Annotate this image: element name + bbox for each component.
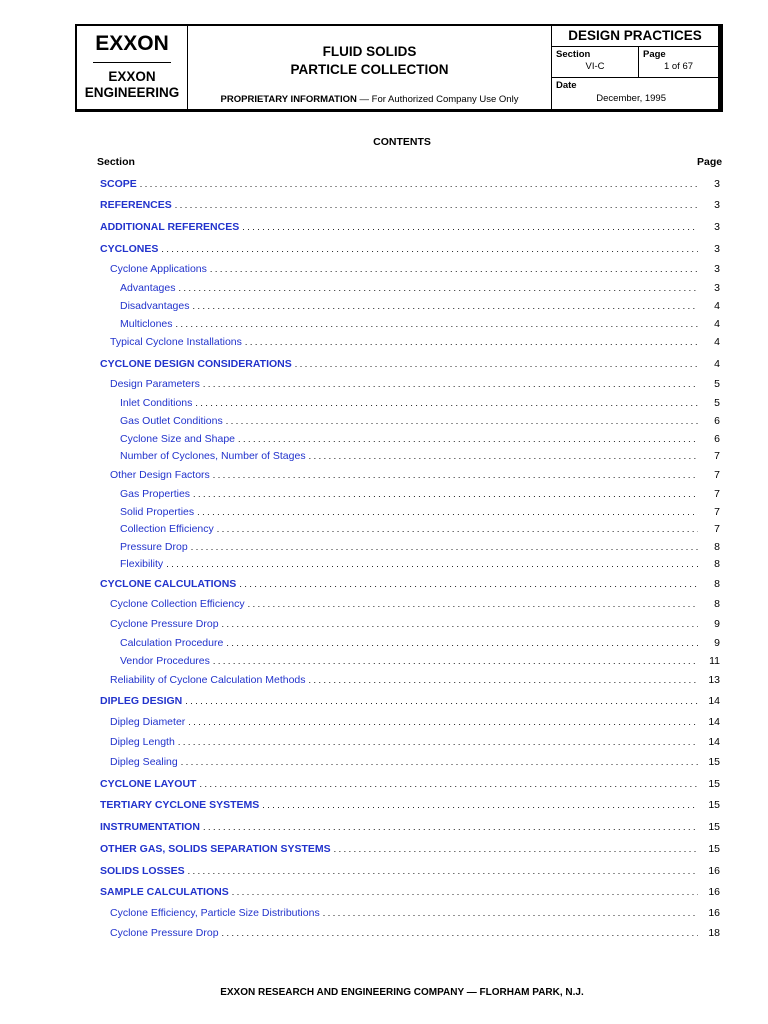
toc-leader-dots: [192, 299, 698, 313]
toc-entry-title[interactable]: REFERENCES: [100, 199, 172, 211]
page-value: 1 of 67: [663, 61, 694, 72]
toc-entry[interactable]: [0, 220, 768, 234]
toc-entry-page: 3: [714, 178, 720, 190]
toc-entry[interactable]: [0, 798, 768, 812]
toc-entry[interactable]: [0, 755, 768, 769]
toc-leader-dots: [242, 220, 698, 234]
toc-leader-dots: [176, 317, 698, 331]
toc-entry[interactable]: [0, 926, 768, 940]
toc-entry[interactable]: [0, 522, 768, 536]
toc-entry[interactable]: [0, 357, 768, 371]
toc-leader-dots: [213, 468, 698, 482]
toc-leader-dots: [185, 694, 698, 708]
toc-entry-page: 3: [714, 263, 720, 275]
toc-entry-page: 9: [714, 637, 720, 649]
toc-entry-page: 7: [714, 450, 720, 462]
toc-leader-dots: [248, 597, 698, 611]
toc-entry-page: 16: [708, 886, 720, 898]
toc-entry-page: 6: [714, 433, 720, 445]
toc-entry[interactable]: [0, 885, 768, 899]
logo-divider: [93, 62, 171, 63]
toc-entry-title[interactable]: Collection Efficiency: [120, 523, 214, 535]
section-column-header: Section: [97, 156, 135, 168]
toc-entry-page: 15: [708, 821, 720, 833]
toc-entry-page: 15: [708, 756, 720, 768]
toc-entry[interactable]: [0, 654, 768, 668]
toc-leader-dots: [295, 357, 698, 371]
toc-leader-dots: [197, 505, 698, 519]
toc-entry[interactable]: [0, 281, 768, 295]
toc-leader-dots: [334, 842, 698, 856]
toc-entry[interactable]: [0, 777, 768, 791]
toc-entry-page: 3: [714, 199, 720, 211]
toc-leader-dots: [226, 636, 698, 650]
toc-entry[interactable]: [0, 487, 768, 501]
toc-entry-title[interactable]: DIPLEG DESIGN: [100, 695, 183, 707]
toc-leader-dots: [309, 449, 698, 463]
toc-leader-dots: [161, 242, 698, 256]
toc-entry-page: 4: [714, 358, 720, 370]
toc-entry[interactable]: [0, 198, 768, 212]
toc-entry-title[interactable]: Cyclone Efficiency, Particle Size Distributions: [110, 907, 320, 919]
toc-entry-title[interactable]: Disadvantages: [120, 300, 190, 312]
toc-leader-dots: [232, 885, 698, 899]
toc-entry-title[interactable]: Design Parameters: [110, 378, 200, 390]
toc-entry[interactable]: [0, 735, 768, 749]
toc-leader-dots: [238, 432, 698, 446]
toc-entry-page: 15: [708, 778, 720, 790]
toc-entry[interactable]: [0, 694, 768, 708]
toc-entry-title[interactable]: Advantages: [120, 282, 176, 294]
toc-entry-title[interactable]: Cyclone Pressure Drop: [110, 927, 219, 939]
toc-entry-title[interactable]: CYCLONE DESIGN CONSIDERATIONS: [100, 358, 292, 370]
toc-entry-title[interactable]: Vendor Procedures: [120, 655, 210, 667]
toc-entry-title[interactable]: Cyclone Pressure Drop: [110, 618, 219, 630]
toc-leader-dots: [323, 906, 698, 920]
toc-leader-dots: [140, 177, 698, 191]
toc-entry-page: 8: [714, 541, 720, 553]
toc-entry-page: 11: [709, 655, 720, 667]
toc-entry-title[interactable]: Cyclone Size and Shape: [120, 433, 235, 445]
toc-leader-dots: [262, 798, 698, 812]
document-title-block: [188, 26, 552, 109]
section-cell: [552, 47, 639, 77]
company-name-line2: ENGINEERING: [84, 85, 180, 100]
toc-entry-title[interactable]: Solid Properties: [120, 506, 195, 518]
toc-entry-page: 8: [714, 578, 720, 590]
toc-entry-title[interactable]: Flexibility: [120, 558, 164, 570]
toc-entry-page: 6: [714, 415, 720, 427]
toc-entry-page: 14: [708, 716, 720, 728]
toc-entry-title[interactable]: Number of Cyclones, Number of Stages: [120, 450, 306, 462]
company-name-line1: EXXON: [108, 69, 156, 84]
date-value: December, 1995: [596, 93, 666, 104]
toc-entry-title[interactable]: CYCLONES: [100, 243, 159, 255]
toc-entry[interactable]: [0, 262, 768, 276]
toc-entry-title[interactable]: SOLIDS LOSSES: [100, 865, 185, 877]
toc-entry-title[interactable]: SCOPE: [100, 178, 137, 190]
toc-entry[interactable]: [0, 335, 768, 349]
toc-entry-title[interactable]: TERTIARY CYCLONE SYSTEMS: [100, 799, 260, 811]
toc-entry[interactable]: [0, 597, 768, 611]
document-info-block: [552, 26, 718, 109]
toc-leader-dots: [245, 335, 698, 349]
toc-entry[interactable]: [0, 505, 768, 519]
toc-leader-dots: [203, 377, 698, 391]
contents-title: CONTENTS: [373, 136, 431, 148]
toc-entry[interactable]: [0, 820, 768, 834]
toc-entry-title[interactable]: Inlet Conditions: [120, 397, 193, 409]
toc-leader-dots: [191, 540, 698, 554]
toc-entry-page: 3: [714, 221, 720, 233]
toc-leader-dots: [226, 414, 698, 428]
toc-leader-dots: [222, 926, 698, 940]
section-label: Section: [556, 49, 591, 60]
document-header: [75, 24, 723, 112]
toc-entry-page: 16: [708, 865, 720, 877]
toc-entry-title[interactable]: CYCLONE LAYOUT: [100, 778, 197, 790]
toc-entry-page: 14: [708, 695, 720, 707]
proprietary-text: — For Authorized Company Use Only: [356, 94, 519, 105]
exxon-logo: EXXON: [95, 32, 169, 55]
toc-entry-page: 5: [714, 397, 720, 409]
toc-entry-page: 3: [714, 282, 720, 294]
toc-leader-dots: [222, 617, 698, 631]
page-cell: [639, 47, 718, 77]
toc-leader-dots: [217, 522, 698, 536]
toc-leader-dots: [309, 673, 698, 687]
toc-leader-dots: [195, 396, 698, 410]
toc-entry-page: 4: [714, 336, 720, 348]
toc-entry-title[interactable]: Cyclone Applications: [110, 263, 207, 275]
toc-entry[interactable]: [0, 177, 768, 191]
toc-entry[interactable]: [0, 396, 768, 410]
toc-entry-title[interactable]: Dipleg Length: [110, 736, 175, 748]
page-footer: EXXON RESEARCH AND ENGINEERING COMPANY — FLORHAM PARK, N.J.: [220, 987, 584, 998]
toc-leader-dots: [166, 557, 698, 571]
toc-entry-page: 15: [708, 799, 720, 811]
toc-entry[interactable]: [0, 673, 768, 687]
toc-entry-title[interactable]: SAMPLE CALCULATIONS: [100, 886, 229, 898]
toc-entry-page: 8: [714, 558, 720, 570]
toc-entry[interactable]: [0, 715, 768, 729]
toc-entry-page: 14: [708, 736, 720, 748]
toc-entry[interactable]: [0, 864, 768, 878]
toc-entry-page: 9: [714, 618, 720, 630]
toc-entry-title[interactable]: Dipleg Diameter: [110, 716, 186, 728]
toc-entry-title[interactable]: Reliability of Cyclone Calculation Methods: [110, 674, 306, 686]
toc-entry-title[interactable]: Calculation Procedure: [120, 637, 224, 649]
toc-leader-dots: [188, 864, 698, 878]
toc-entry[interactable]: [0, 842, 768, 856]
design-practices-label: DESIGN PRACTICES: [552, 26, 718, 47]
toc-entry-title[interactable]: Typical Cyclone Installations: [110, 336, 242, 348]
toc-entry[interactable]: [0, 540, 768, 554]
toc-entry-page: 7: [714, 488, 720, 500]
toc-leader-dots: [181, 755, 698, 769]
toc-entry-page: 13: [708, 674, 720, 686]
toc-entry[interactable]: [0, 468, 768, 482]
toc-entry[interactable]: [0, 317, 768, 331]
toc-entry-title[interactable]: Dipleg Sealing: [110, 756, 178, 768]
toc-leader-dots: [175, 198, 698, 212]
toc-leader-dots: [193, 487, 698, 501]
toc-leader-dots: [178, 735, 698, 749]
proprietary-notice: [188, 94, 551, 105]
toc-leader-dots: [199, 777, 698, 791]
toc-entry-page: 7: [714, 469, 720, 481]
toc-leader-dots: [213, 654, 698, 668]
toc-leader-dots: [188, 715, 698, 729]
page-label: Page: [643, 49, 666, 60]
toc-leader-dots: [178, 281, 698, 295]
toc-entry-title[interactable]: ADDITIONAL REFERENCES: [100, 221, 240, 233]
toc-entry-title[interactable]: CYCLONE CALCULATIONS: [100, 578, 237, 590]
toc-entry[interactable]: [0, 636, 768, 650]
company-logo-block: [77, 26, 188, 109]
toc-entry-page: 16: [708, 907, 720, 919]
toc-entry-page: 5: [714, 378, 720, 390]
toc-entry-title[interactable]: Multiclones: [120, 318, 173, 330]
toc-entry-title[interactable]: Gas Properties: [120, 488, 191, 500]
toc-entry-title[interactable]: Gas Outlet Conditions: [120, 415, 223, 427]
section-page-row: [552, 47, 718, 78]
toc-entry-page: 4: [714, 300, 720, 312]
date-row: [552, 78, 718, 112]
toc-entry-page: 7: [714, 506, 720, 518]
toc-entry[interactable]: [0, 414, 768, 428]
section-value: VI-C: [585, 61, 605, 72]
document-title-line2: PARTICLE COLLECTION: [290, 62, 449, 77]
document-title-line1: FLUID SOLIDS: [322, 44, 417, 59]
toc-entry-title[interactable]: Cyclone Collection Efficiency: [110, 598, 245, 610]
toc-entry-page: 3: [714, 243, 720, 255]
toc-entry[interactable]: [0, 906, 768, 920]
toc-entry-title[interactable]: INSTRUMENTATION: [100, 821, 200, 833]
page-column-header: Page: [697, 156, 723, 168]
toc-entry-title[interactable]: OTHER GAS, SOLIDS SEPARATION SYSTEMS: [100, 843, 331, 855]
toc-entry[interactable]: [0, 299, 768, 313]
toc-entry-page: 18: [708, 927, 720, 939]
proprietary-label: PROPRIETARY INFORMATION: [220, 94, 357, 105]
toc-leader-dots: [210, 262, 698, 276]
toc-entry-title[interactable]: Pressure Drop: [120, 541, 188, 553]
toc-entry[interactable]: [0, 242, 768, 256]
toc-entry-page: 15: [708, 843, 720, 855]
toc-entry[interactable]: [0, 557, 768, 571]
toc-entry-page: 4: [714, 318, 720, 330]
date-label: Date: [556, 80, 577, 91]
toc-entry-page: 7: [714, 523, 720, 535]
toc-entry[interactable]: [0, 377, 768, 391]
toc-entry[interactable]: [0, 432, 768, 446]
toc-entry[interactable]: [0, 449, 768, 463]
toc-entry-page: 8: [714, 598, 720, 610]
toc-leader-dots: [239, 577, 698, 591]
toc-entry[interactable]: [0, 617, 768, 631]
toc-leader-dots: [203, 820, 698, 834]
toc-entry[interactable]: [0, 577, 768, 591]
toc-entry-title[interactable]: Other Design Factors: [110, 469, 210, 481]
